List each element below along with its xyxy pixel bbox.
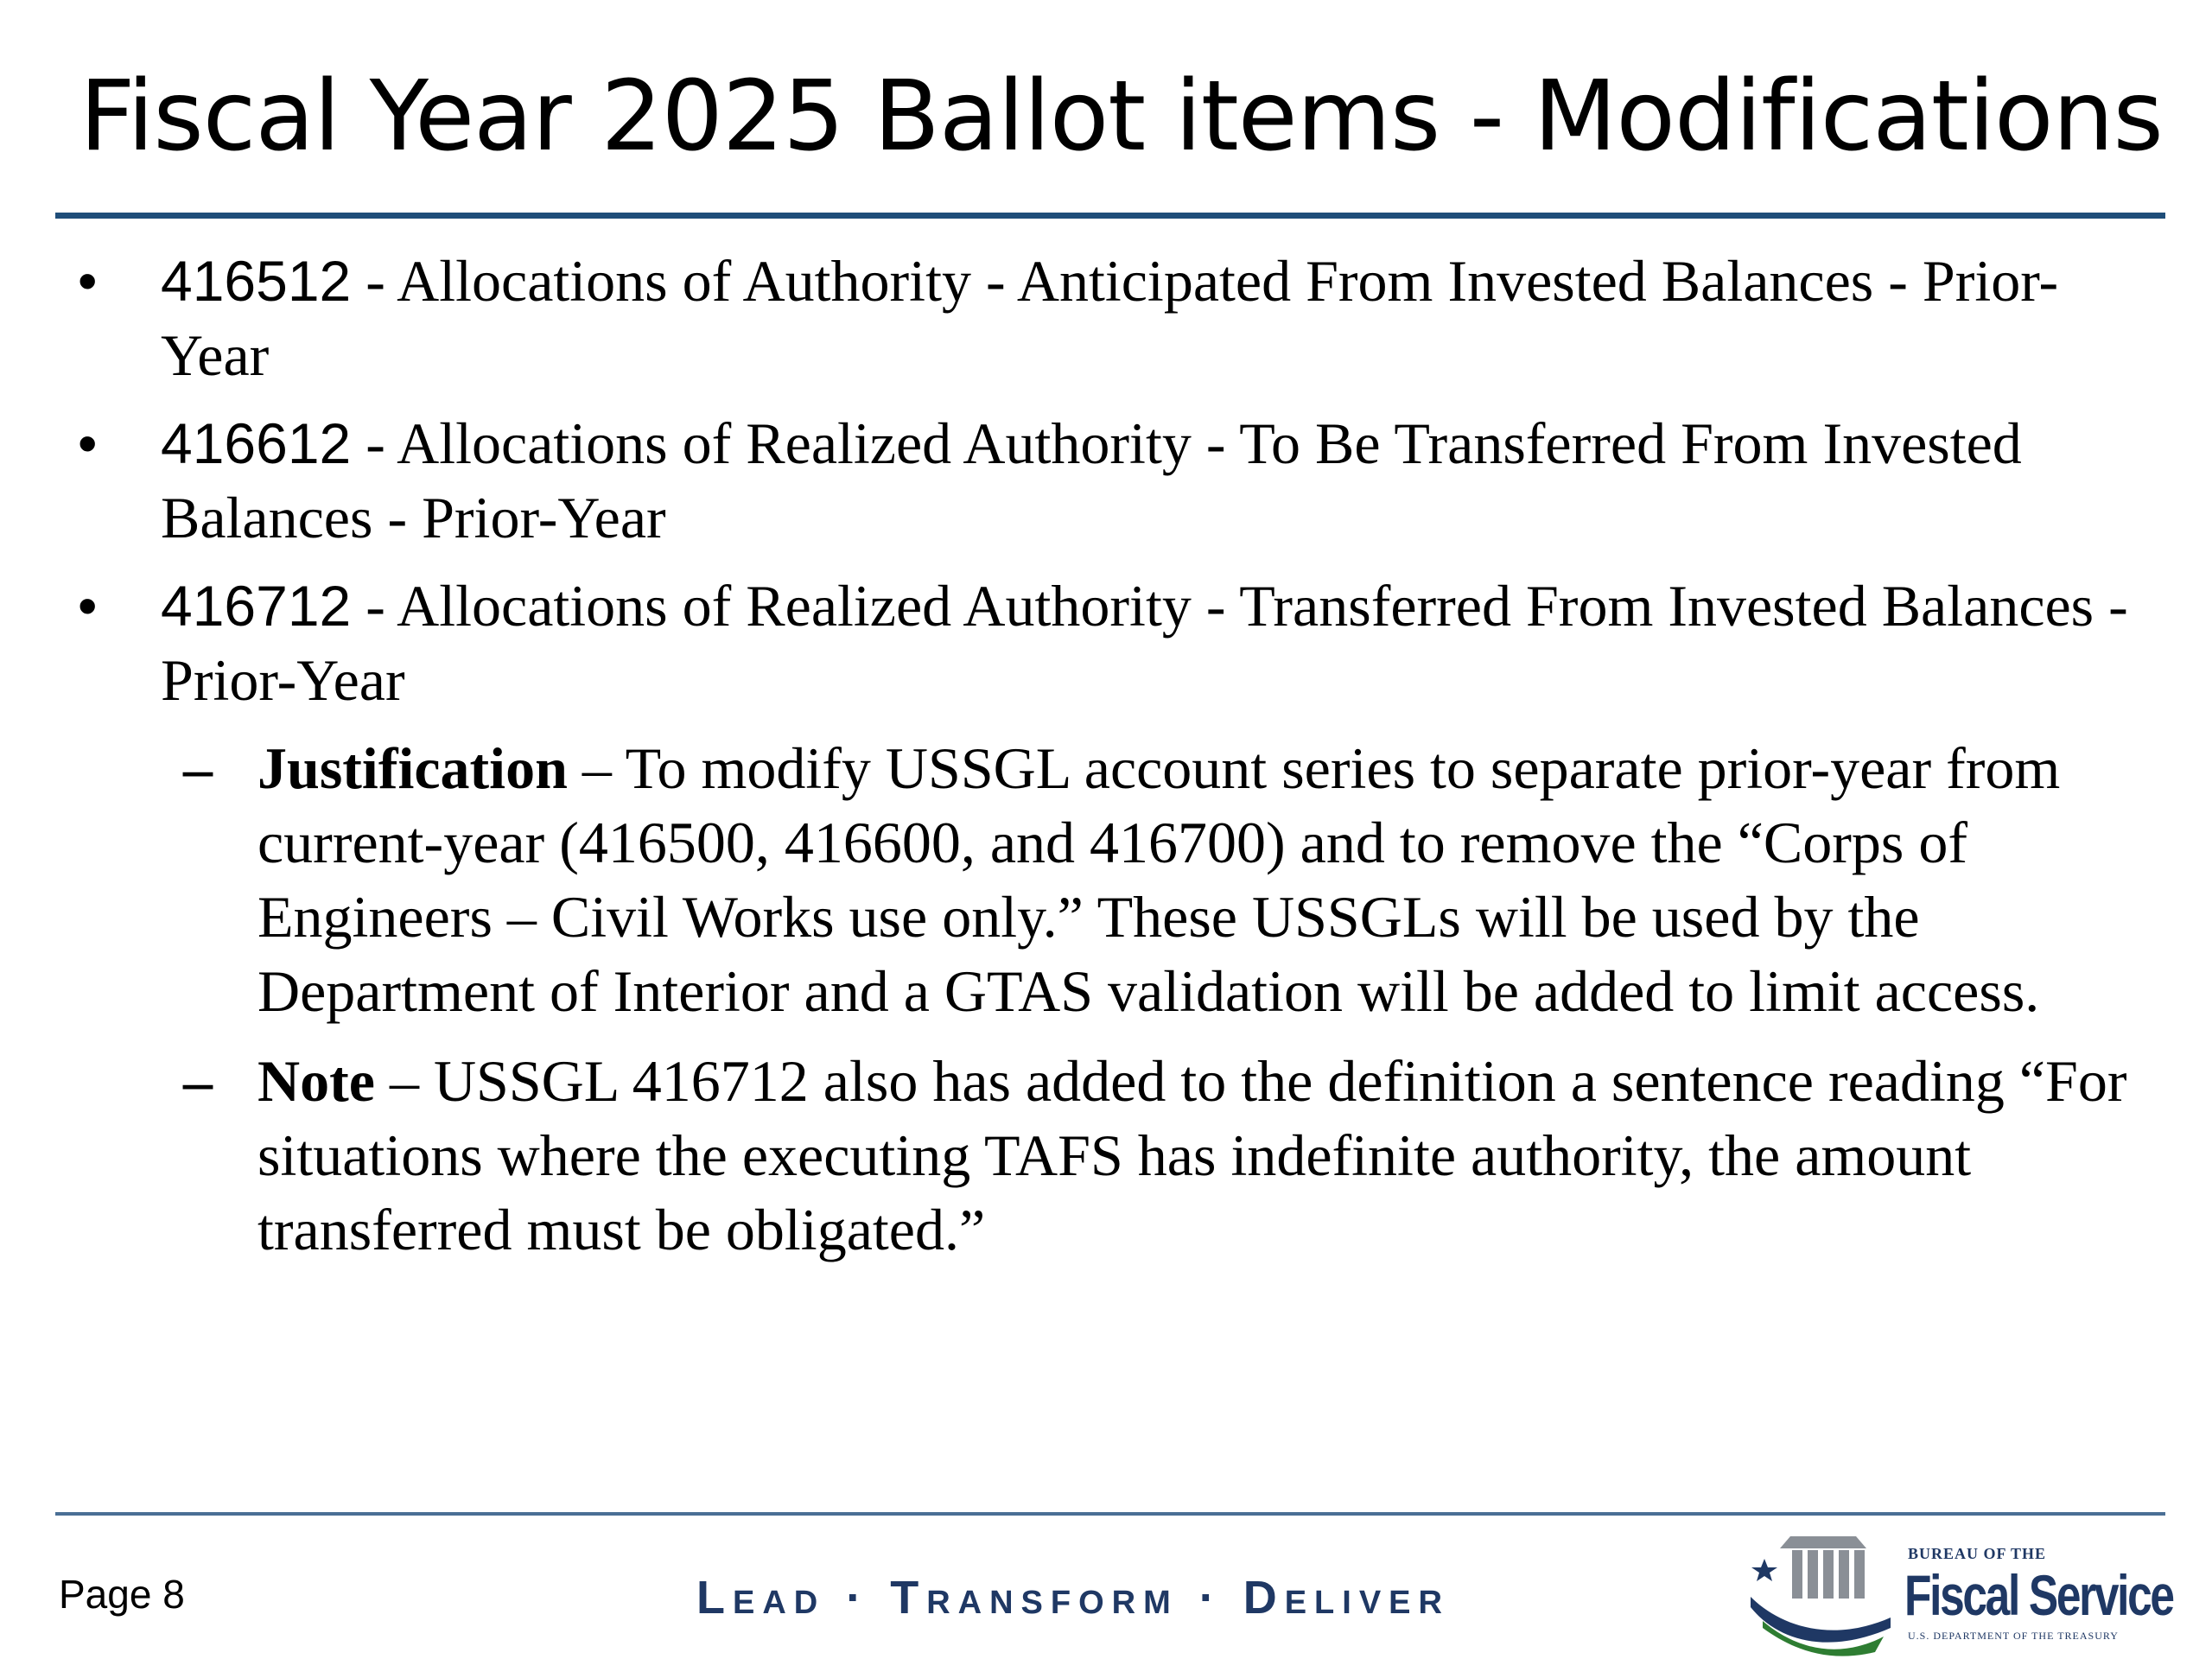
bullet-dot-icon: • (78, 575, 98, 637)
sub-bullet-note (183, 1044, 2133, 1267)
slide-title: Fiscal Year 2025 Ballot items - Modifications (79, 60, 2163, 173)
account-code: 416712 (161, 574, 352, 638)
page-number: Page 8 (59, 1572, 185, 1617)
account-code: 416512 (161, 249, 352, 313)
account-code: 416612 (161, 411, 352, 475)
sub-bullet-text: – USSGL 416712 also has added to the definition a sentence reading “For situations where the executing TAFS has indefinite authority, the amount transferred must be obligated.” (257, 1048, 2127, 1262)
logo-treasury-text: U.S. DEPARTMENT OF THE TREASURY (1908, 1630, 2119, 1642)
sub-bullet-justification (183, 731, 2133, 1028)
bullet-text: - Allocations of Realized Authority - Transferred From Invested Balances - Prior-Year (161, 573, 2128, 713)
bullet-dot-icon: • (78, 412, 98, 474)
bullet-text: - Allocations of Realized Authority - To Be Transferred From Invested Balances - Prior-Year (161, 410, 2022, 550)
bullet-dot-icon: • (78, 250, 98, 312)
bullet-item (78, 569, 2148, 717)
bullet-item (78, 406, 2148, 555)
logo-bureau-text: BUREAU OF THE (1908, 1545, 2047, 1562)
footer-tagline: Lead · Transform · Deliver (696, 1572, 1450, 1624)
sub-bullet-text: – To modify USSGL account series to separate prior-year from current-year (416500, 416600, and 416700) and to remove the “Corps of Engineers – Civil Works use only.” These USSGLs will be used by the Department of Interior and a GTAS validation will be added to limit access. (257, 735, 2061, 1024)
sub-bullet-label: Justification (257, 735, 568, 801)
slide-content (0, 244, 2212, 1282)
sub-bullet-label: Note (257, 1048, 375, 1114)
fiscal-service-logo (1745, 1514, 2174, 1659)
title-divider (55, 213, 2165, 219)
treasury-building-icon (1745, 1514, 1901, 1659)
logo-fiscal-service-text: Fiscal Service (1904, 1563, 2173, 1627)
bullet-text: - Allocations of Authority - Anticipated From Invested Balances - Prior-Year (161, 248, 2059, 388)
bullet-item (78, 244, 2148, 392)
dash-icon: – (183, 735, 213, 801)
dash-icon: – (183, 1048, 213, 1114)
